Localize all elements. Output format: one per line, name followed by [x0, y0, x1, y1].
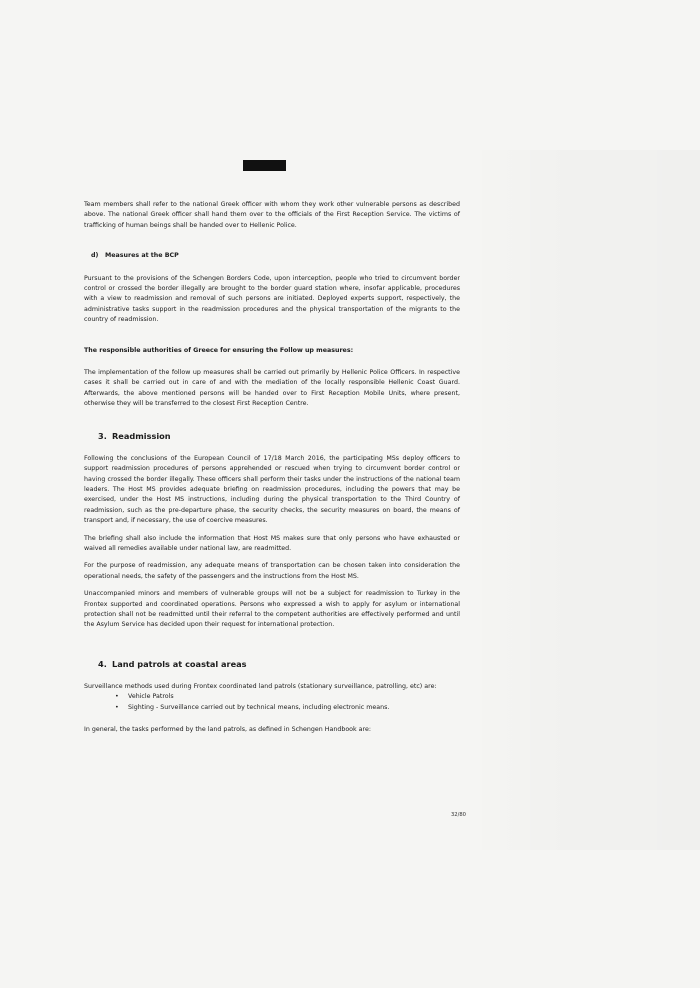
- paragraph-readmission-2: The briefing shall also include the information that Host MS makes sure that only persons who have exhausted or waived all remedies available under national law, are readmitted.: [84, 534, 460, 552]
- section-number: 4.: [98, 658, 107, 669]
- paragraph-land-patrols-1: Surveillance methods used during Frontex coordinated land patrols (stationary surveillance, patrolling, etc) are:: [84, 682, 437, 690]
- bullet-icon: •: [115, 693, 119, 701]
- page-number: 32/80: [451, 812, 466, 818]
- paragraph-readmission-3: For the purpose of readmission, any adequate means of transportation can be chosen taken into consideration the operational needs, the safety of the passengers and the instructions from the Host MS.: [84, 562, 460, 580]
- section-heading-readmission: [84, 430, 460, 442]
- section-number: 3.: [98, 430, 107, 441]
- paragraph-bcp: Pursuant to the provisions of the Schengen Borders Code, upon interception, people who tried to circumvent border control or crossed the border illegally are brought to the border guard station where, insofar applicable, procedures with a view to readmission and removal of such persons are initiated. Deployed experts support, respectively, the administrative tasks support in the readmission procedures and the physical transportation of the migrants to the country of readmission.: [84, 274, 460, 324]
- bullet-icon: •: [115, 703, 119, 711]
- section-title: Land patrols at coastal areas: [112, 658, 247, 669]
- paragraph-intro: Team members shall refer to the national Greek officer with whom they work other vulnerable persons as described above. The national Greek officer shall hand them over to the officials of the First Reception Service. The victims of trafficking of human beings shall be handed over to Hellenic Police.: [84, 201, 460, 229]
- list-item: • Sighting - Surveillance carried out by technical means, including electronic means.: [84, 703, 460, 713]
- scan-shading: [470, 150, 700, 850]
- paragraph-land-patrols-2: In general, the tasks performed by the land patrols, as defined in Schengen Handbook are:: [84, 726, 371, 733]
- paragraph-followup: The implementation of the follow up measures shall be carried out primarily by Hellenic Police Officers. In respective cases it shall be carried out in care of and with the mediation of the locally responsible Hellenic Coast Guard. Afterwards, the above mentioned persons will be handed over to First Reception Mobile Units, where present, otherwise they will be transferred to the closest First Reception Centre.: [84, 369, 460, 408]
- subheading-label: d): [91, 252, 99, 260]
- document-body: [84, 200, 460, 735]
- section-heading-land-patrols: [84, 658, 460, 670]
- paragraph-readmission-4: Unaccompanied minors and members of vulnerable groups will not be a subject for readmission to Turkey in the Frontex supported and coordinated operations. Persons who expressed a wish to apply for asylum or international protection shall not be readmitted until their referral to the competent authorities are effectively performed and until the Asylum Service has decided upon their request for international protection.: [84, 590, 460, 629]
- redaction-block: [243, 160, 286, 171]
- heading-followup: The responsible authorities of Greece for ensuring the Follow up measures:: [84, 346, 354, 354]
- paragraph-readmission-1: Following the conclusions of the European Council of 17/18 March 2016, the participating MSs deploy officers to support readmission procedures of persons apprehended or rescued when trying to circumvent border control or having crossed the border illegally. These officers shall perform their tasks under the instructions of the national team leaders. The Host MS provides adequate briefing on readmission procedures, including the powers that may be exercised, under the Host MS instructions, including during the physical transportation to the Third Country of readmission, such as the pre-departure phase, the security checks, the security measures on board, the means of transport and, if necessary, the use of coercive measures.: [84, 454, 460, 525]
- subheading-title: Measures at the BCP: [105, 252, 179, 260]
- section-title: Readmission: [112, 430, 171, 441]
- bullet-list: [84, 692, 460, 713]
- list-item: • Vehicle Patrols: [84, 692, 460, 702]
- subheading-measures-bcp: [84, 251, 460, 261]
